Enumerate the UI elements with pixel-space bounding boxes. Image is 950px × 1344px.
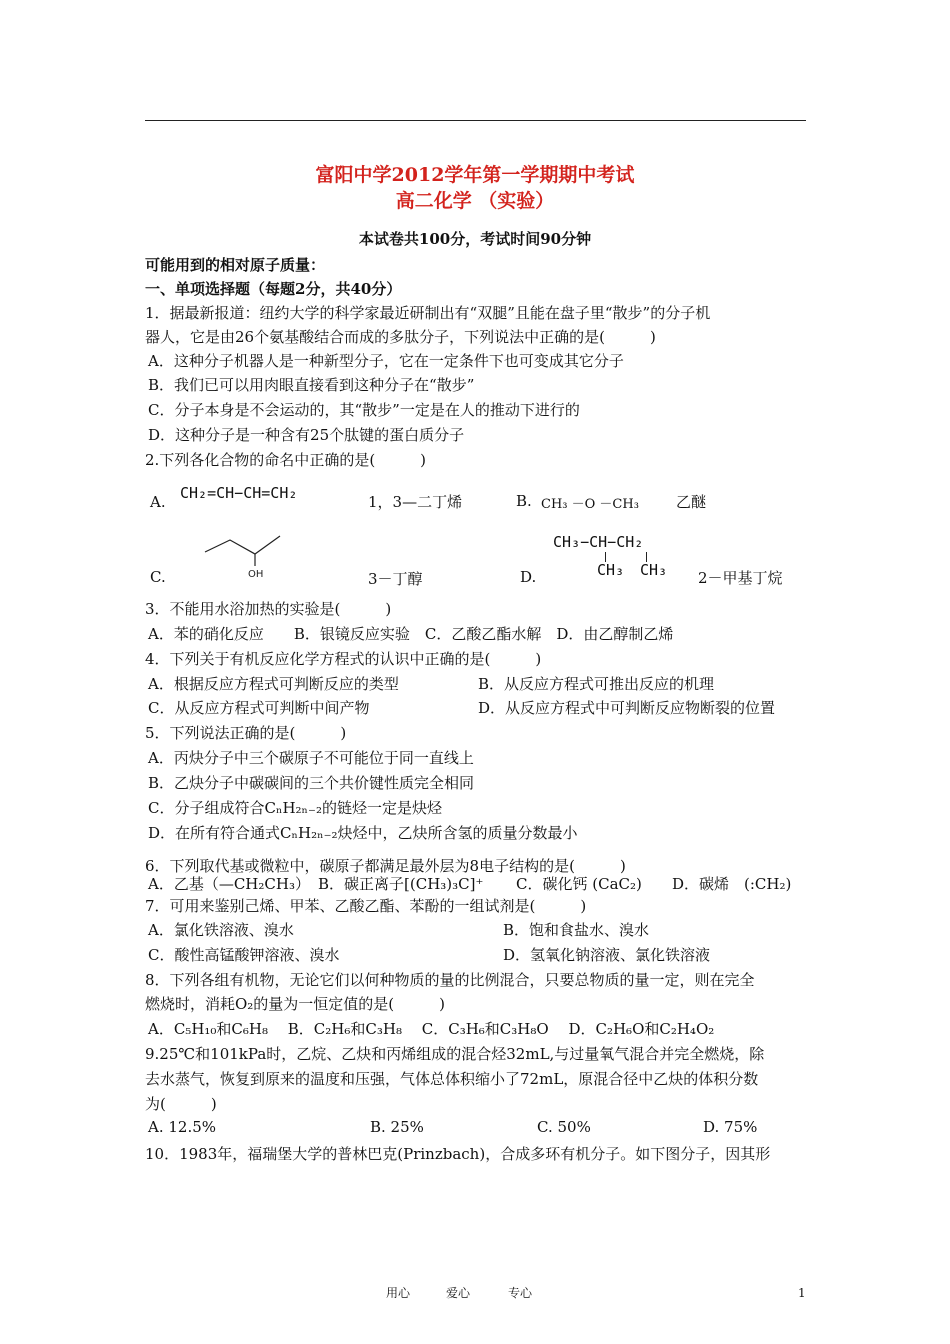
exam-subtitle: 高二化学 （实验） (395, 190, 555, 212)
q9-stem-line1: 9.25℃和101kPa时，乙烷、乙炔和丙烯组成的混合烃32mL,与过量氧气混合并完全燃烧，除 (145, 1045, 765, 1063)
q8-stem-line1: 8．下列各组有机物，无论它们以何种物质的量的比例混合，只要总物质的量一定，则在完全 (145, 971, 755, 989)
q10-stem-line1: 10．1983年，福瑞堡大学的普林巴克(Prinzbach)，合成多环有机分子。如下图分子，因其形 (145, 1145, 771, 1163)
q1-option-b: B．我们已可以用肉眼直接看到这种分子在“散步” (148, 376, 475, 394)
q2-a-label: A. (150, 493, 166, 511)
q8-options: A．C₅H₁₀和C₆H₈ B．C₂H₆和C₃H₈ C．C₃H₆和C₃H₈O D．C₂H₆O和C₂H₄O₂ (148, 1020, 715, 1038)
q3-stem: 3．不能用水浴加热的实验是( ) (145, 600, 392, 618)
q7-option-c: C．酸性高锰酸钾溶液、溴水 (148, 946, 340, 964)
q2-c-oh-label: OH (248, 569, 264, 580)
q7-option-a: A．氯化铁溶液、溴水 (148, 921, 294, 939)
q9-stem-line2: 去水蒸气，恢复到原来的温度和压强，气体总体积缩小了72mL，原混合径中乙炔的体积分数 (145, 1070, 759, 1088)
q2-d-name: 2－甲基丁烷 (698, 569, 783, 587)
q2-b-formula: CH₃ －O －CH₃ (541, 497, 639, 512)
q2-c-skeletal-structure (200, 530, 290, 585)
q2-a-formula: CH₂=CH−CH=CH₂ (180, 484, 298, 502)
q2-c-label: C. (150, 568, 166, 586)
atomic-mass-label: 可能用到的相对原子质量： (145, 256, 326, 274)
q9-option-d: D. 75% (703, 1118, 758, 1136)
q2-d-top-chain: CH₃−CH−CH₂ (553, 533, 644, 551)
q7-stem: 7．可用来鉴别己烯、甲苯、乙酸乙酯、苯酚的一组试剂是( ) (145, 897, 587, 915)
q4-stem: 4．下列关于有机反应化学方程式的认识中正确的是( ) (145, 650, 542, 668)
q9-stem-line3: 为( ) (145, 1095, 217, 1113)
q2-a-name: 1，3—二丁烯 (368, 493, 463, 511)
footer-text-3: 专心 (508, 1286, 533, 1300)
q6-option-c: C．碳化钙 (CaC₂) (516, 875, 642, 893)
q1-option-c: C．分子本身是不会运动的，其“散步”一定是在人的推动下进行的 (148, 401, 580, 419)
section-heading: 一、单项选择题（每题2分，共40分） (145, 280, 402, 298)
q4-option-d: D．从反应方程式中可判断反应物断裂的位置 (478, 699, 776, 717)
q2-d-branch-1: CH₃ (597, 561, 625, 579)
footer-text-2: 爱心 (446, 1286, 471, 1300)
q6-option-b: B．碳正离子[(CH₃)₃C]⁺ (318, 875, 484, 893)
q2-c-carbon-chain (205, 536, 280, 554)
q1-option-d: D．这种分子是一种含有25个肽键的蛋白质分子 (148, 426, 465, 444)
q8-stem-line2: 燃烧时，消耗O₂的量为一恒定值的是( ) (145, 995, 446, 1013)
q2-stem: 2.下列各化合物的命名中正确的是( ) (145, 451, 427, 469)
q2-d-branch-2: CH₃ (640, 561, 668, 579)
q7-option-b: B．饱和食盐水、溴水 (503, 921, 650, 939)
q2-b-label: B. (516, 492, 532, 510)
q4-option-b: B．从反应方程式可推出反应的机理 (478, 675, 715, 693)
q5-option-a: A．丙炔分子中三个碳原子不可能位于同一直线上 (148, 749, 474, 767)
q9-option-b: B. 25% (370, 1118, 424, 1136)
q5-option-d: D．在所有符合通式CₙH₂ₙ₋₂炔烃中，乙炔所含氢的质量分数最小 (148, 824, 578, 842)
q2-c-name: 3－丁醇 (368, 570, 423, 588)
q5-stem: 5．下列说法正确的是( ) (145, 724, 347, 742)
q5-option-b: B．乙炔分子中碳碳间的三个共价键性质完全相同 (148, 774, 475, 792)
q3-options: A．苯的硝化反应 B．银镜反应实验 C．乙酸乙酯水解 D．由乙醇制乙烯 (148, 625, 674, 643)
footer-text-1: 用心 (386, 1286, 411, 1300)
header-rule (145, 120, 806, 121)
q6-stem: 6．下列取代基或微粒中，碳原子都满足最外层为8电子结构的是( ) (145, 857, 626, 875)
exam-title: 富阳中学2012学年第一学期期中考试 (315, 164, 635, 186)
q6-option-a: A．乙基（—CH₂CH₃） (148, 875, 310, 893)
q7-option-d: D．氢氧化钠溶液、氯化铁溶液 (503, 946, 711, 964)
q2-d-label: D. (520, 568, 537, 586)
exam-note: 本试卷共100分，考试时间90分钟 (358, 230, 592, 248)
q4-option-a: A．根据反应方程式可判断反应的类型 (148, 675, 399, 693)
q9-option-c: C. 50% (537, 1118, 591, 1136)
q1-stem-line2: 器人，它是由26个氨基酸结合而成的多肽分子，下列说法中正确的是( ) (145, 328, 656, 346)
page-number: 1 (798, 1286, 806, 1300)
q2-b-name: 乙醚 (676, 493, 707, 511)
q4-option-c: C．从反应方程式可判断中间产物 (148, 699, 370, 717)
q1-stem-line1: 1．据最新报道：纽约大学的科学家最近研制出有“双腿”且能在盘子里“散步”的分子机 (145, 304, 711, 322)
q1-option-a: A．这种分子机器人是一种新型分子，它在一定条件下也可变成其它分子 (148, 352, 624, 370)
q9-option-a: A. 12.5% (148, 1118, 217, 1136)
q5-option-c: C．分子组成符合CₙH₂ₙ₋₂的链烃一定是炔烃 (148, 799, 442, 817)
q6-option-d: D．碳烯 (:CH₂) (672, 875, 792, 893)
